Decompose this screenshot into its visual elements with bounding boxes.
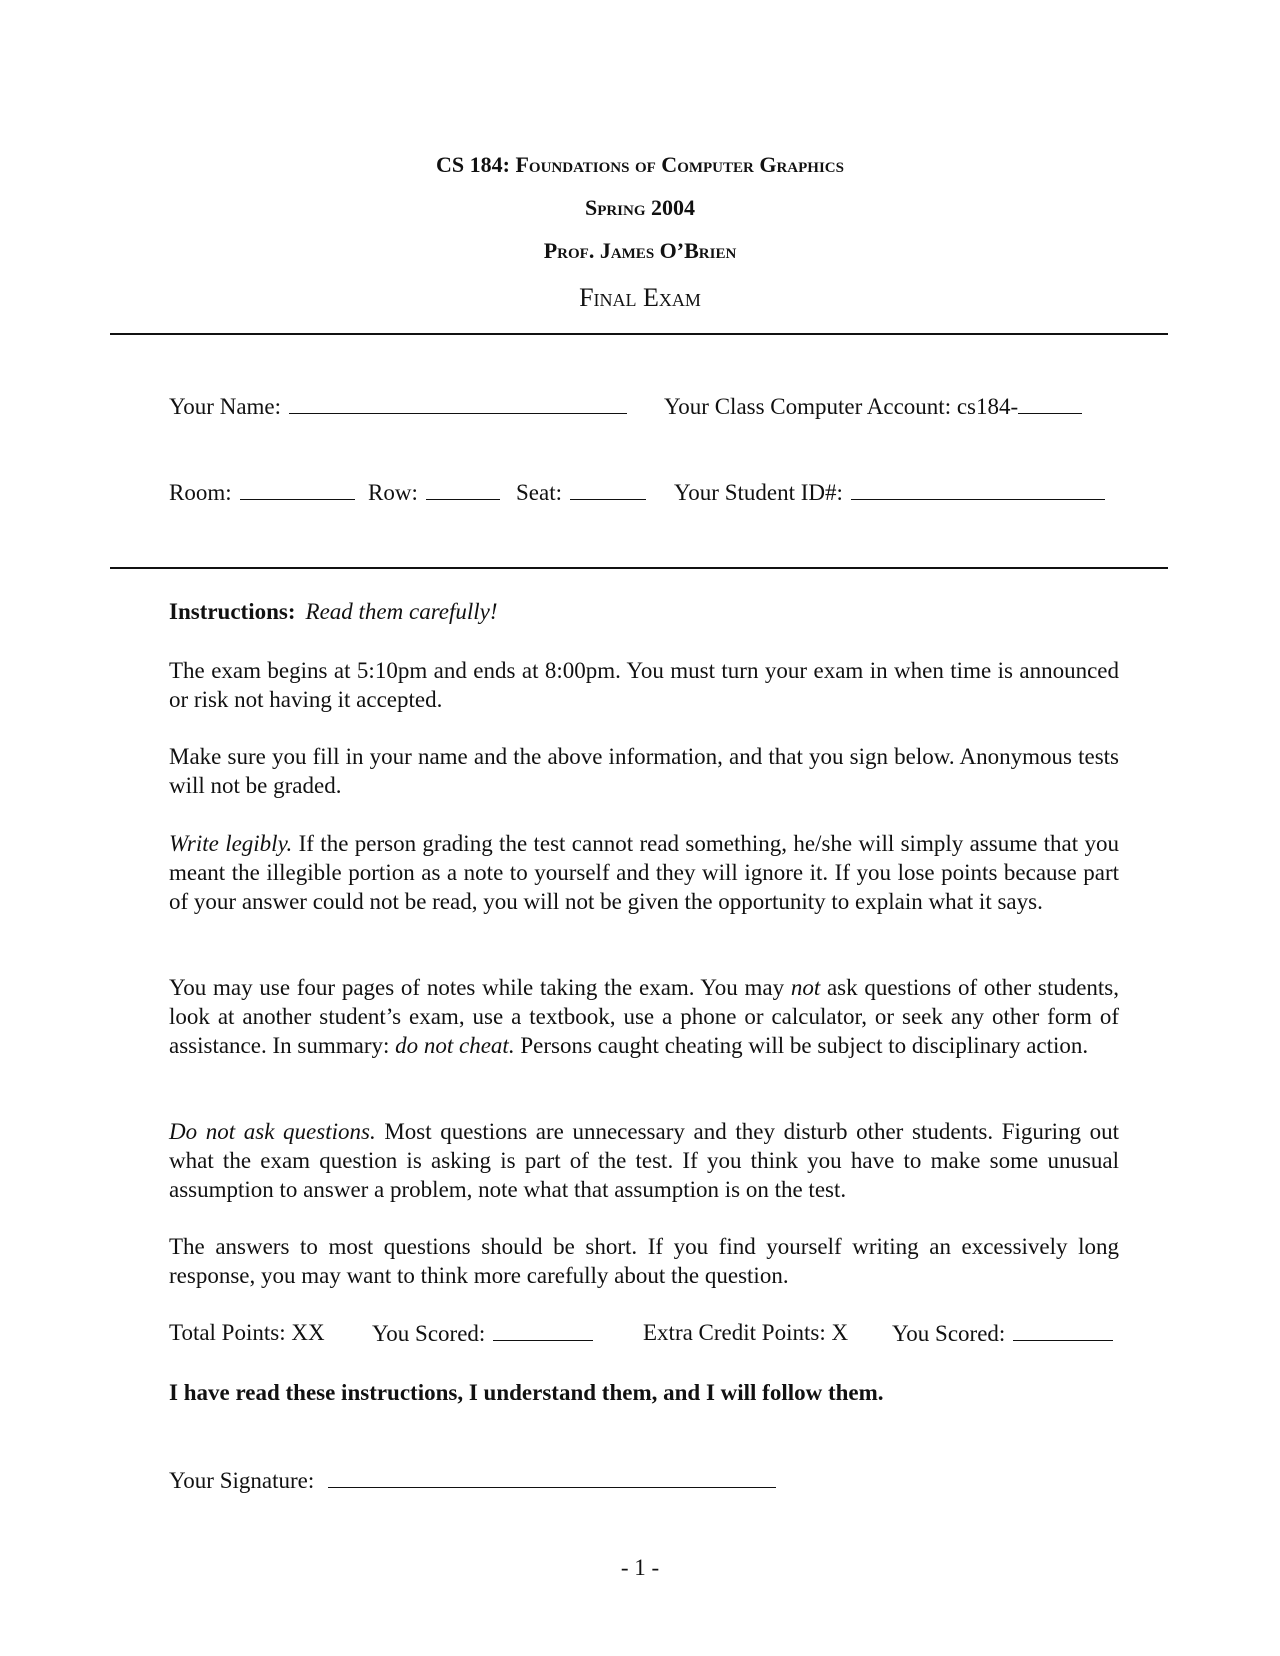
course-title: CS 184: Foundations of Computer Graphics — [436, 152, 844, 177]
notes-emphasis-cheat: do not cheat. — [395, 1033, 515, 1058]
student-id-blank[interactable] — [851, 479, 1105, 500]
room-field — [169, 479, 355, 506]
legibility-text: If the person grading the test cannot read something, he/she will simply assume that you meant the illegible portion as a note to yourself and they will ignore it. If you lose points because part of your answer could not be read, you will not be given the opportunity to explain what it says. — [169, 831, 1119, 914]
seat-blank[interactable] — [570, 479, 646, 500]
room-blank[interactable] — [240, 479, 355, 500]
extra-score-label: You Scored: — [892, 1321, 1006, 1346]
name-label: Your Name: — [169, 394, 282, 419]
extra-score-field — [892, 1320, 1113, 1347]
room-label: Room: — [169, 480, 232, 505]
questions-text: Most questions are unnecessary and they disturb other students. Figuring out what the exam question is asking is part of the test. If you think you have to make some unusual assumption to answer a problem, note what that assumption is on the test. — [169, 1119, 1119, 1202]
instruction-paragraph-timing: The exam begins at 5:10pm and ends at 8:00pm. You must turn your exam in when time is announced or risk not having it accepted. — [169, 658, 1119, 712]
extra-score-blank[interactable] — [1013, 1320, 1113, 1341]
instructions-label: Instructions: — [169, 599, 296, 624]
notes-text-a: You may use four pages of notes while taking the exam. You may — [169, 975, 791, 1000]
honor-pledge: I have read these instructions, I understand them, and I will follow them. — [169, 1380, 884, 1405]
account-blank[interactable] — [1018, 393, 1082, 414]
name-field — [169, 393, 627, 420]
instruction-paragraph-fill-in: Make sure you fill in your name and the above information, and that you sign below. Anonymous tests will not be graded. — [169, 744, 1119, 798]
instruction-paragraph-answers: The answers to most questions should be short. If you find yourself writing an excessively long response, you may want to think more carefully about the question. — [169, 1234, 1119, 1288]
student-id-label: Your Student ID#: — [674, 480, 843, 505]
signature-label: Your Signature: — [169, 1468, 315, 1493]
signature-blank[interactable] — [328, 1467, 776, 1488]
signature-field — [169, 1467, 776, 1494]
term: Spring 2004 — [584, 195, 696, 220]
exam-title: Final Exam — [579, 283, 701, 312]
row-label: Row: — [368, 480, 418, 505]
instruction-paragraph-legibility — [169, 829, 1119, 916]
account-label: Your Class Computer Account: cs184- — [664, 394, 1019, 419]
notes-text-c: Persons caught cheating will be subject to disciplinary action. — [514, 1033, 1089, 1058]
legibility-emphasis: Write legibly. — [169, 831, 293, 856]
page-number: - 1 - — [620, 1555, 660, 1580]
instruction-paragraph-notes — [169, 973, 1119, 1060]
questions-emphasis: Do not ask questions. — [169, 1119, 376, 1144]
extra-credit-points: Extra Credit Points: X — [643, 1320, 849, 1345]
student-id-field — [674, 479, 1105, 506]
account-field — [664, 393, 1082, 420]
notes-text-b: ask questions of other students, look at another student’s exam, use a textbook, use a phone or calculator, or seek any other form of assistance. In summary: — [169, 975, 1120, 1058]
score-field — [372, 1320, 593, 1347]
professor: Prof. James O’Brien — [543, 238, 737, 263]
score-blank[interactable] — [493, 1320, 593, 1341]
top-divider — [110, 333, 1168, 335]
row-field — [368, 479, 500, 506]
notes-emphasis-not: not — [790, 975, 821, 1000]
instruction-paragraph-questions — [169, 1117, 1119, 1204]
score-label: You Scored: — [372, 1321, 486, 1346]
seat-label: Seat: — [516, 480, 562, 505]
seat-field — [516, 479, 646, 506]
instructions-heading — [169, 599, 498, 625]
instructions-note: Read them carefully! — [305, 599, 498, 624]
bottom-divider — [110, 567, 1168, 569]
name-blank[interactable] — [289, 393, 627, 414]
row-blank[interactable] — [426, 479, 500, 500]
total-points: Total Points: XX — [169, 1320, 325, 1345]
